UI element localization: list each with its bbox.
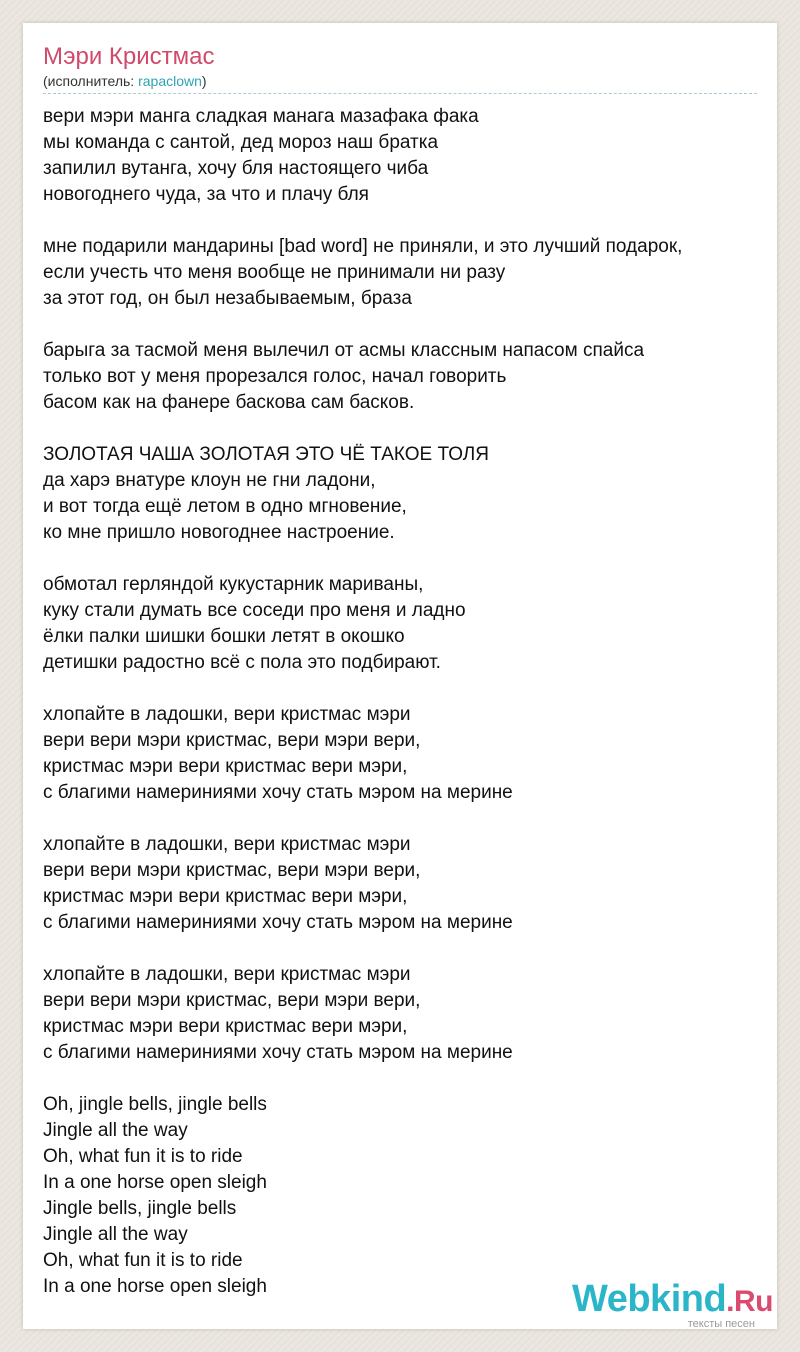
lyric-line: мне подарили мандарины [bad word] не приняли, и это лучший подарок, (43, 236, 683, 257)
artist-line (43, 72, 207, 90)
lyric-line: хлопайте в ладошки, вери кристмас мэри (43, 964, 411, 985)
stanza (43, 1092, 757, 1300)
stanza (43, 234, 757, 312)
artist-suffix: ) (201, 73, 207, 89)
lyric-line: кристмас мэри вери кристмас вери мэри, (43, 1016, 408, 1037)
lyric-line: вери вери мэри кристмас, вери мэри вери, (43, 990, 421, 1011)
stanza (43, 104, 757, 208)
stanza (43, 572, 757, 676)
lyric-line: только вот у меня прорезался голос, начал говорить (43, 366, 507, 387)
lyric-line: вери мэри манга сладкая манага мазафака фака (43, 106, 479, 127)
lyrics-card (23, 23, 777, 1329)
logo-tagline: тексты песен (687, 1318, 755, 1330)
title-divider (43, 93, 757, 94)
lyric-line: вери вери мэри кристмас, вери мэри вери, (43, 860, 421, 881)
lyric-line: вери вери мэри кристмас, вери мэри вери, (43, 730, 421, 751)
stanza (43, 702, 757, 806)
lyric-line: детишки радостно всё с пола это подбирают. (43, 652, 441, 673)
lyric-line: Oh, jingle bells, jingle bells (43, 1094, 267, 1115)
logo-brand: Webkind (572, 1278, 727, 1320)
logo-tld: .Ru (726, 1285, 773, 1318)
lyric-line: запилил вутанга, хочу бля настоящего чиба (43, 158, 429, 179)
lyric-line: с благими намериниями хочу стать мэром на мерине (43, 782, 513, 803)
lyric-line: хлопайте в ладошки, вери кристмас мэри (43, 834, 411, 855)
lyric-line: Jingle bells, jingle bells (43, 1198, 237, 1219)
lyric-line: ко мне пришло новогоднее настроение. (43, 522, 395, 543)
lyric-line: кристмас мэри вери кристмас вери мэри, (43, 886, 408, 907)
lyric-line: хлопайте в ладошки, вери кристмас мэри (43, 704, 411, 725)
lyric-line: Oh, what fun it is to ride (43, 1146, 243, 1167)
lyric-line: кристмас мэри вери кристмас вери мэри, (43, 756, 408, 777)
lyric-line: ЗОЛОТАЯ ЧАША ЗОЛОТАЯ ЭТО ЧЁ ТАКОЕ ТОЛЯ (43, 444, 489, 465)
stanza (43, 962, 757, 1066)
lyric-line: Oh, what fun it is to ride (43, 1250, 243, 1271)
lyric-line: мы команда с сантой, дед мороз наш братка (43, 132, 439, 153)
lyric-line: и вот тогда ещё летом в одно мгновение, (43, 496, 407, 517)
stanza (43, 442, 757, 546)
song-title: Мэри Кристмас (43, 43, 215, 70)
lyric-line: новогоднего чуда, за что и плачу бля (43, 184, 369, 205)
artist-link[interactable]: rapaclown (138, 73, 202, 89)
lyric-line: In a one horse open sleigh (43, 1276, 267, 1297)
lyric-line: обмотал герляндой кукустарник мариваны, (43, 574, 424, 595)
lyric-line: да харэ внатуре клоун не гни ладони, (43, 470, 376, 491)
site-logo[interactable] (572, 1279, 773, 1330)
lyric-line: Jingle all the way (43, 1120, 188, 1141)
lyric-line: куку стали думать все соседи про меня и ладно (43, 600, 466, 621)
artist-prefix: (исполнитель: (43, 73, 139, 89)
stanza (43, 832, 757, 936)
stanza (43, 338, 757, 416)
lyric-line: с благими намериниями хочу стать мэром на мерине (43, 912, 513, 933)
lyric-line: если учесть что меня вообще не принимали ни разу (43, 262, 506, 283)
lyric-line: барыга за тасмой меня вылечил от асмы классным напасом спайса (43, 340, 645, 361)
lyric-line: с благими намериниями хочу стать мэром на мерине (43, 1042, 513, 1063)
logo-wordmark (572, 1279, 773, 1322)
lyric-line: ёлки палки шишки бошки летят в окошко (43, 626, 405, 647)
lyric-line: In a one horse open sleigh (43, 1172, 267, 1193)
lyrics-text (43, 104, 757, 1326)
lyric-line: Jingle all the way (43, 1224, 188, 1245)
lyric-line: за этот год, он был незабываемым, браза (43, 288, 412, 309)
lyric-line: басом как на фанере баскова сам басков. (43, 392, 415, 413)
